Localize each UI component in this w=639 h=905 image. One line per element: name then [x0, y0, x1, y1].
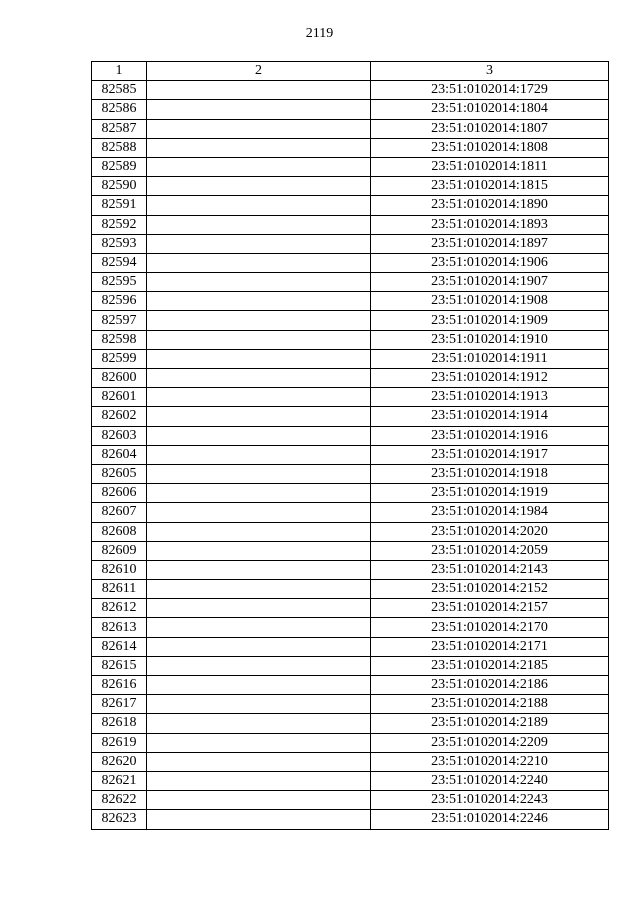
cadastral-number-cell: 23:51:0102014:2243 [371, 791, 609, 810]
cadastral-number-cell: 23:51:0102014:2152 [371, 580, 609, 599]
row-number-cell: 82601 [92, 388, 147, 407]
name-cell [147, 81, 371, 100]
name-cell [147, 119, 371, 138]
row-number-cell: 82603 [92, 426, 147, 445]
row-number-cell: 82593 [92, 234, 147, 253]
column-header-1: 1 [92, 62, 147, 81]
row-number-cell: 82611 [92, 580, 147, 599]
table-row [92, 138, 609, 157]
row-number-cell: 82592 [92, 215, 147, 234]
name-cell [147, 810, 371, 829]
table-row [92, 560, 609, 579]
table-row [92, 522, 609, 541]
cadastral-number-cell: 23:51:0102014:1910 [371, 330, 609, 349]
table-row [92, 215, 609, 234]
row-number-cell: 82622 [92, 791, 147, 810]
cadastral-number-cell: 23:51:0102014:1890 [371, 196, 609, 215]
table-row [92, 656, 609, 675]
table-row [92, 464, 609, 483]
cadastral-number-cell: 23:51:0102014:1918 [371, 464, 609, 483]
cadastral-number-cell: 23:51:0102014:1804 [371, 100, 609, 119]
table-row [92, 253, 609, 272]
table-row [92, 676, 609, 695]
row-number-cell: 82617 [92, 695, 147, 714]
table-row [92, 810, 609, 829]
header-row [92, 62, 609, 81]
row-number-cell: 82590 [92, 177, 147, 196]
name-cell [147, 407, 371, 426]
row-number-cell: 82586 [92, 100, 147, 119]
cadastral-number-cell: 23:51:0102014:1908 [371, 292, 609, 311]
cadastral-number-cell: 23:51:0102014:1916 [371, 426, 609, 445]
name-cell [147, 253, 371, 272]
name-cell [147, 618, 371, 637]
table-row [92, 196, 609, 215]
row-number-cell: 82602 [92, 407, 147, 426]
table-row [92, 791, 609, 810]
row-number-cell: 82595 [92, 273, 147, 292]
table-row [92, 100, 609, 119]
row-number-cell: 82608 [92, 522, 147, 541]
cadastral-number-cell: 23:51:0102014:2171 [371, 637, 609, 656]
row-number-cell: 82615 [92, 656, 147, 675]
name-cell [147, 311, 371, 330]
table-row [92, 580, 609, 599]
table-row [92, 503, 609, 522]
cadastral-number-cell: 23:51:0102014:2246 [371, 810, 609, 829]
name-cell [147, 599, 371, 618]
row-number-cell: 82585 [92, 81, 147, 100]
row-number-cell: 82599 [92, 349, 147, 368]
row-number-cell: 82616 [92, 676, 147, 695]
table-row [92, 330, 609, 349]
name-cell [147, 138, 371, 157]
table-row [92, 695, 609, 714]
name-cell [147, 445, 371, 464]
row-number-cell: 82612 [92, 599, 147, 618]
cadastral-number-cell: 23:51:0102014:2186 [371, 676, 609, 695]
name-cell [147, 637, 371, 656]
cadastral-number-cell: 23:51:0102014:1911 [371, 349, 609, 368]
column-header-3: 3 [371, 62, 609, 81]
row-number-cell: 82620 [92, 752, 147, 771]
cadastral-number-cell: 23:51:0102014:1909 [371, 311, 609, 330]
cadastral-number-cell: 23:51:0102014:2240 [371, 771, 609, 790]
row-number-cell: 82589 [92, 157, 147, 176]
cadastral-number-cell: 23:51:0102014:2157 [371, 599, 609, 618]
table-row [92, 771, 609, 790]
table-row [92, 599, 609, 618]
row-number-cell: 82621 [92, 771, 147, 790]
table-row [92, 541, 609, 560]
cadastral-number-cell: 23:51:0102014:1984 [371, 503, 609, 522]
name-cell [147, 580, 371, 599]
name-cell [147, 791, 371, 810]
cadastral-number-cell: 23:51:0102014:1897 [371, 234, 609, 253]
row-number-cell: 82594 [92, 253, 147, 272]
name-cell [147, 369, 371, 388]
name-cell [147, 177, 371, 196]
name-cell [147, 349, 371, 368]
row-number-cell: 82618 [92, 714, 147, 733]
table-row [92, 714, 609, 733]
name-cell [147, 560, 371, 579]
cadastral-number-cell: 23:51:0102014:1912 [371, 369, 609, 388]
row-number-cell: 82610 [92, 560, 147, 579]
name-cell [147, 733, 371, 752]
cadastral-number-cell: 23:51:0102014:2209 [371, 733, 609, 752]
name-cell [147, 215, 371, 234]
cadastral-number-cell: 23:51:0102014:1906 [371, 253, 609, 272]
name-cell [147, 292, 371, 311]
table-row [92, 292, 609, 311]
name-cell [147, 388, 371, 407]
table-row [92, 637, 609, 656]
name-cell [147, 330, 371, 349]
name-cell [147, 503, 371, 522]
row-number-cell: 82607 [92, 503, 147, 522]
name-cell [147, 771, 371, 790]
cadastral-number-cell: 23:51:0102014:1808 [371, 138, 609, 157]
name-cell [147, 484, 371, 503]
table-row [92, 157, 609, 176]
table-row [92, 369, 609, 388]
row-number-cell: 82619 [92, 733, 147, 752]
row-number-cell: 82587 [92, 119, 147, 138]
table-row [92, 311, 609, 330]
row-number-cell: 82596 [92, 292, 147, 311]
name-cell [147, 196, 371, 215]
name-cell [147, 157, 371, 176]
table-row [92, 445, 609, 464]
name-cell [147, 695, 371, 714]
cadastral-number-cell: 23:51:0102014:2059 [371, 541, 609, 560]
cadastral-number-cell: 23:51:0102014:2210 [371, 752, 609, 771]
table-row [92, 618, 609, 637]
table-row [92, 752, 609, 771]
table-row [92, 349, 609, 368]
row-number-cell: 82623 [92, 810, 147, 829]
cadastral-number-cell: 23:51:0102014:1917 [371, 445, 609, 464]
name-cell [147, 656, 371, 675]
table-row [92, 81, 609, 100]
name-cell [147, 273, 371, 292]
row-number-cell: 82588 [92, 138, 147, 157]
table-body [92, 81, 609, 829]
name-cell [147, 752, 371, 771]
name-cell [147, 714, 371, 733]
row-number-cell: 82597 [92, 311, 147, 330]
cadastral-number-cell: 23:51:0102014:2170 [371, 618, 609, 637]
row-number-cell: 82604 [92, 445, 147, 464]
name-cell [147, 234, 371, 253]
name-cell [147, 100, 371, 119]
page-number: 2119 [305, 26, 334, 41]
table-row [92, 234, 609, 253]
name-cell [147, 464, 371, 483]
table-row [92, 119, 609, 138]
name-cell [147, 676, 371, 695]
cadastral-number-cell: 23:51:0102014:1815 [371, 177, 609, 196]
row-number-cell: 82613 [92, 618, 147, 637]
cadastral-number-cell: 23:51:0102014:1907 [371, 273, 609, 292]
cadastral-number-cell: 23:51:0102014:1913 [371, 388, 609, 407]
cadastral-number-cell: 23:51:0102014:2020 [371, 522, 609, 541]
table-row [92, 388, 609, 407]
table-row [92, 407, 609, 426]
table-row [92, 733, 609, 752]
cadastral-number-cell: 23:51:0102014:1919 [371, 484, 609, 503]
table-row [92, 177, 609, 196]
cadastral-number-cell: 23:51:0102014:2189 [371, 714, 609, 733]
table-row [92, 426, 609, 445]
table-row [92, 273, 609, 292]
row-number-cell: 82605 [92, 464, 147, 483]
name-cell [147, 522, 371, 541]
row-number-cell: 82606 [92, 484, 147, 503]
cadastral-number-cell: 23:51:0102014:2185 [371, 656, 609, 675]
cadastral-number-cell: 23:51:0102014:1811 [371, 157, 609, 176]
cadastral-number-cell: 23:51:0102014:1729 [371, 81, 609, 100]
column-header-2: 2 [147, 62, 371, 81]
table-row [92, 484, 609, 503]
row-number-cell: 82600 [92, 369, 147, 388]
row-number-cell: 82614 [92, 637, 147, 656]
cadastral-number-cell: 23:51:0102014:1914 [371, 407, 609, 426]
row-number-cell: 82598 [92, 330, 147, 349]
registry-table [91, 61, 609, 830]
cadastral-number-cell: 23:51:0102014:2143 [371, 560, 609, 579]
cadastral-number-cell: 23:51:0102014:2188 [371, 695, 609, 714]
row-number-cell: 82591 [92, 196, 147, 215]
cadastral-number-cell: 23:51:0102014:1807 [371, 119, 609, 138]
name-cell [147, 541, 371, 560]
cadastral-number-cell: 23:51:0102014:1893 [371, 215, 609, 234]
name-cell [147, 426, 371, 445]
row-number-cell: 82609 [92, 541, 147, 560]
table-header [92, 62, 609, 81]
